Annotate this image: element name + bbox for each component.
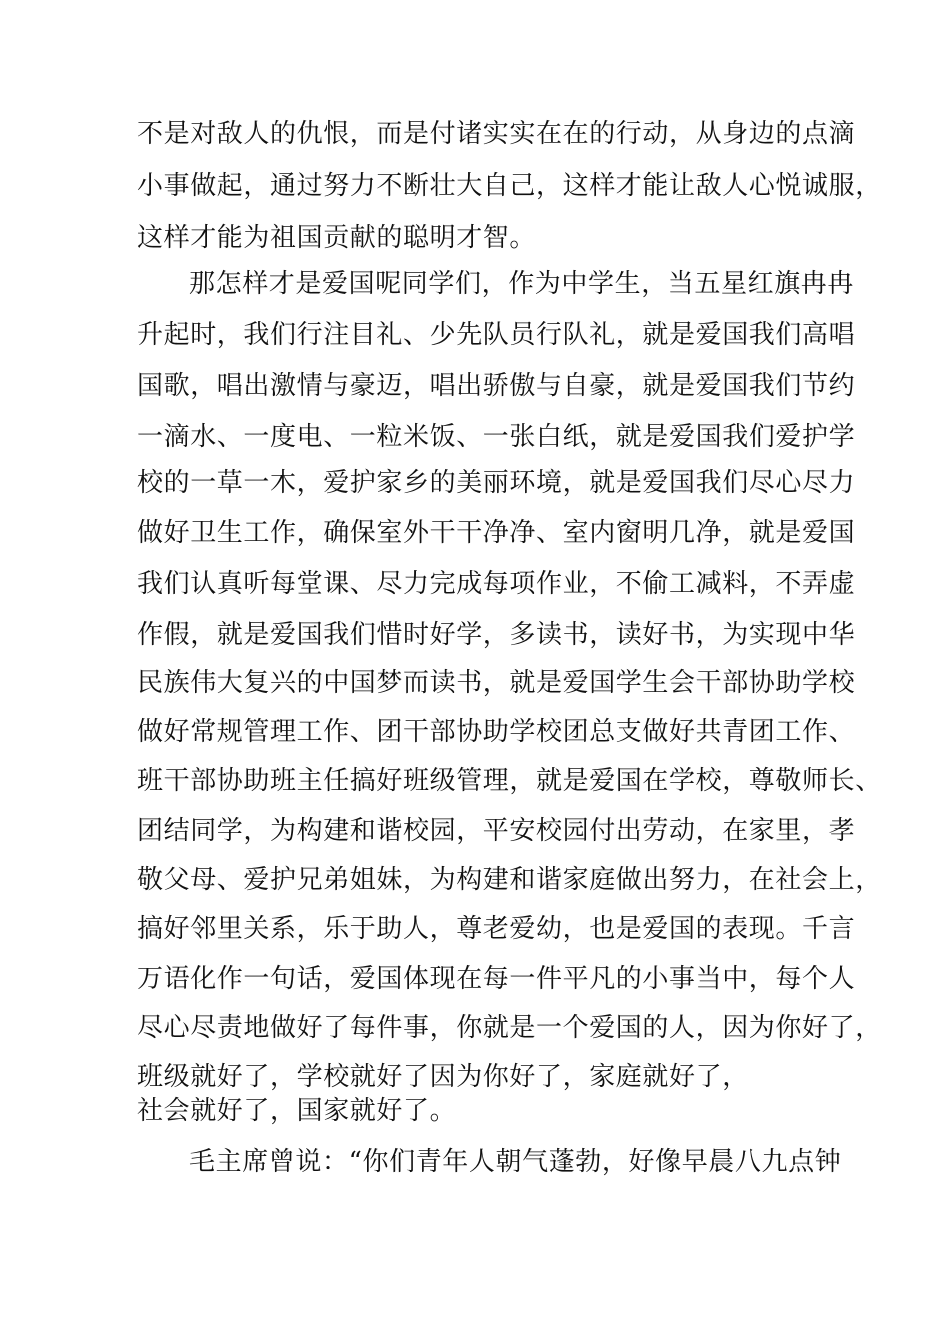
text-line-8: 校的一草一木，爱护家乡的美丽环境，就是爱国我们尽心尽力 xyxy=(137,468,856,498)
paragraph-3-first-line: 毛主席曾说：“你们青年人朝气蓬勃，好像早晨八九点钟 xyxy=(189,1147,842,1177)
text-line-10: 我们认真听每堂课、尽力完成每项作业，不偷工减料，不弄虚 xyxy=(137,569,856,599)
text-line-6: 国歌，唱出激情与豪迈，唱出骄傲与自豪，就是爱国我们节约 xyxy=(137,371,856,401)
text-line-9: 做好卫生工作，确保室外干干净净、室内窗明几净，就是爱国 xyxy=(137,518,856,548)
text-line-19: 尽心尽责地做好了每件事，你就是一个爱国的人，因为你好了， xyxy=(137,1013,882,1043)
paragraph-2-first-line: 那怎样才是爱国呢同学们，作为中学生，当五星红旗冉冉 xyxy=(189,269,855,299)
text-line-13: 做好常规管理工作、团干部协助学校团总支做好共青团工作、 xyxy=(137,717,856,747)
text-line-21: 社会就好了，国家就好了。 xyxy=(137,1096,457,1126)
text-line-11: 作假，就是爱国我们惜时好学，多读书，读好书，为实现中华 xyxy=(137,620,856,650)
text-line-20: 班级就好了，学校就好了因为你好了，家庭就好了， xyxy=(137,1062,749,1092)
text-line-17: 搞好邻里关系，乐于助人，尊老爱幼，也是爱国的表现。千言 xyxy=(137,914,856,944)
text-line-15: 团结同学，为构建和谐校园，平安校园付出劳动，在家里，孝 xyxy=(137,816,856,846)
text-line-2: 小事做起，通过努力不断壮大自己，这样才能让敌人心悦诚服， xyxy=(137,171,882,201)
text-line-3: 这样才能为祖国贡献的聪明才智。 xyxy=(137,223,537,253)
text-line-16: 敬父母、爱护兄弟姐妹，为构建和谐家庭做出努力，在社会上， xyxy=(137,865,882,895)
text-line-14: 班干部协助班主任搞好班级管理，就是爱国在学校，尊敬师长、 xyxy=(137,766,882,796)
text-line-5: 升起时，我们行注目礼、少先队员行队礼，就是爱国我们高唱 xyxy=(137,320,856,350)
text-line-7: 一滴水、一度电、一粒米饭、一张白纸，就是爱国我们爱护学 xyxy=(137,422,856,452)
text-line-12: 民族伟大复兴的中国梦而读书，就是爱国学生会干部协助学校 xyxy=(137,668,856,698)
text-line-18: 万语化作一句话，爱国体现在每一件平凡的小事当中，每个人 xyxy=(137,964,856,994)
text-line-1: 不是对敌人的仇恨，而是付诸实实在在的行动，从身边的点滴 xyxy=(137,119,856,149)
